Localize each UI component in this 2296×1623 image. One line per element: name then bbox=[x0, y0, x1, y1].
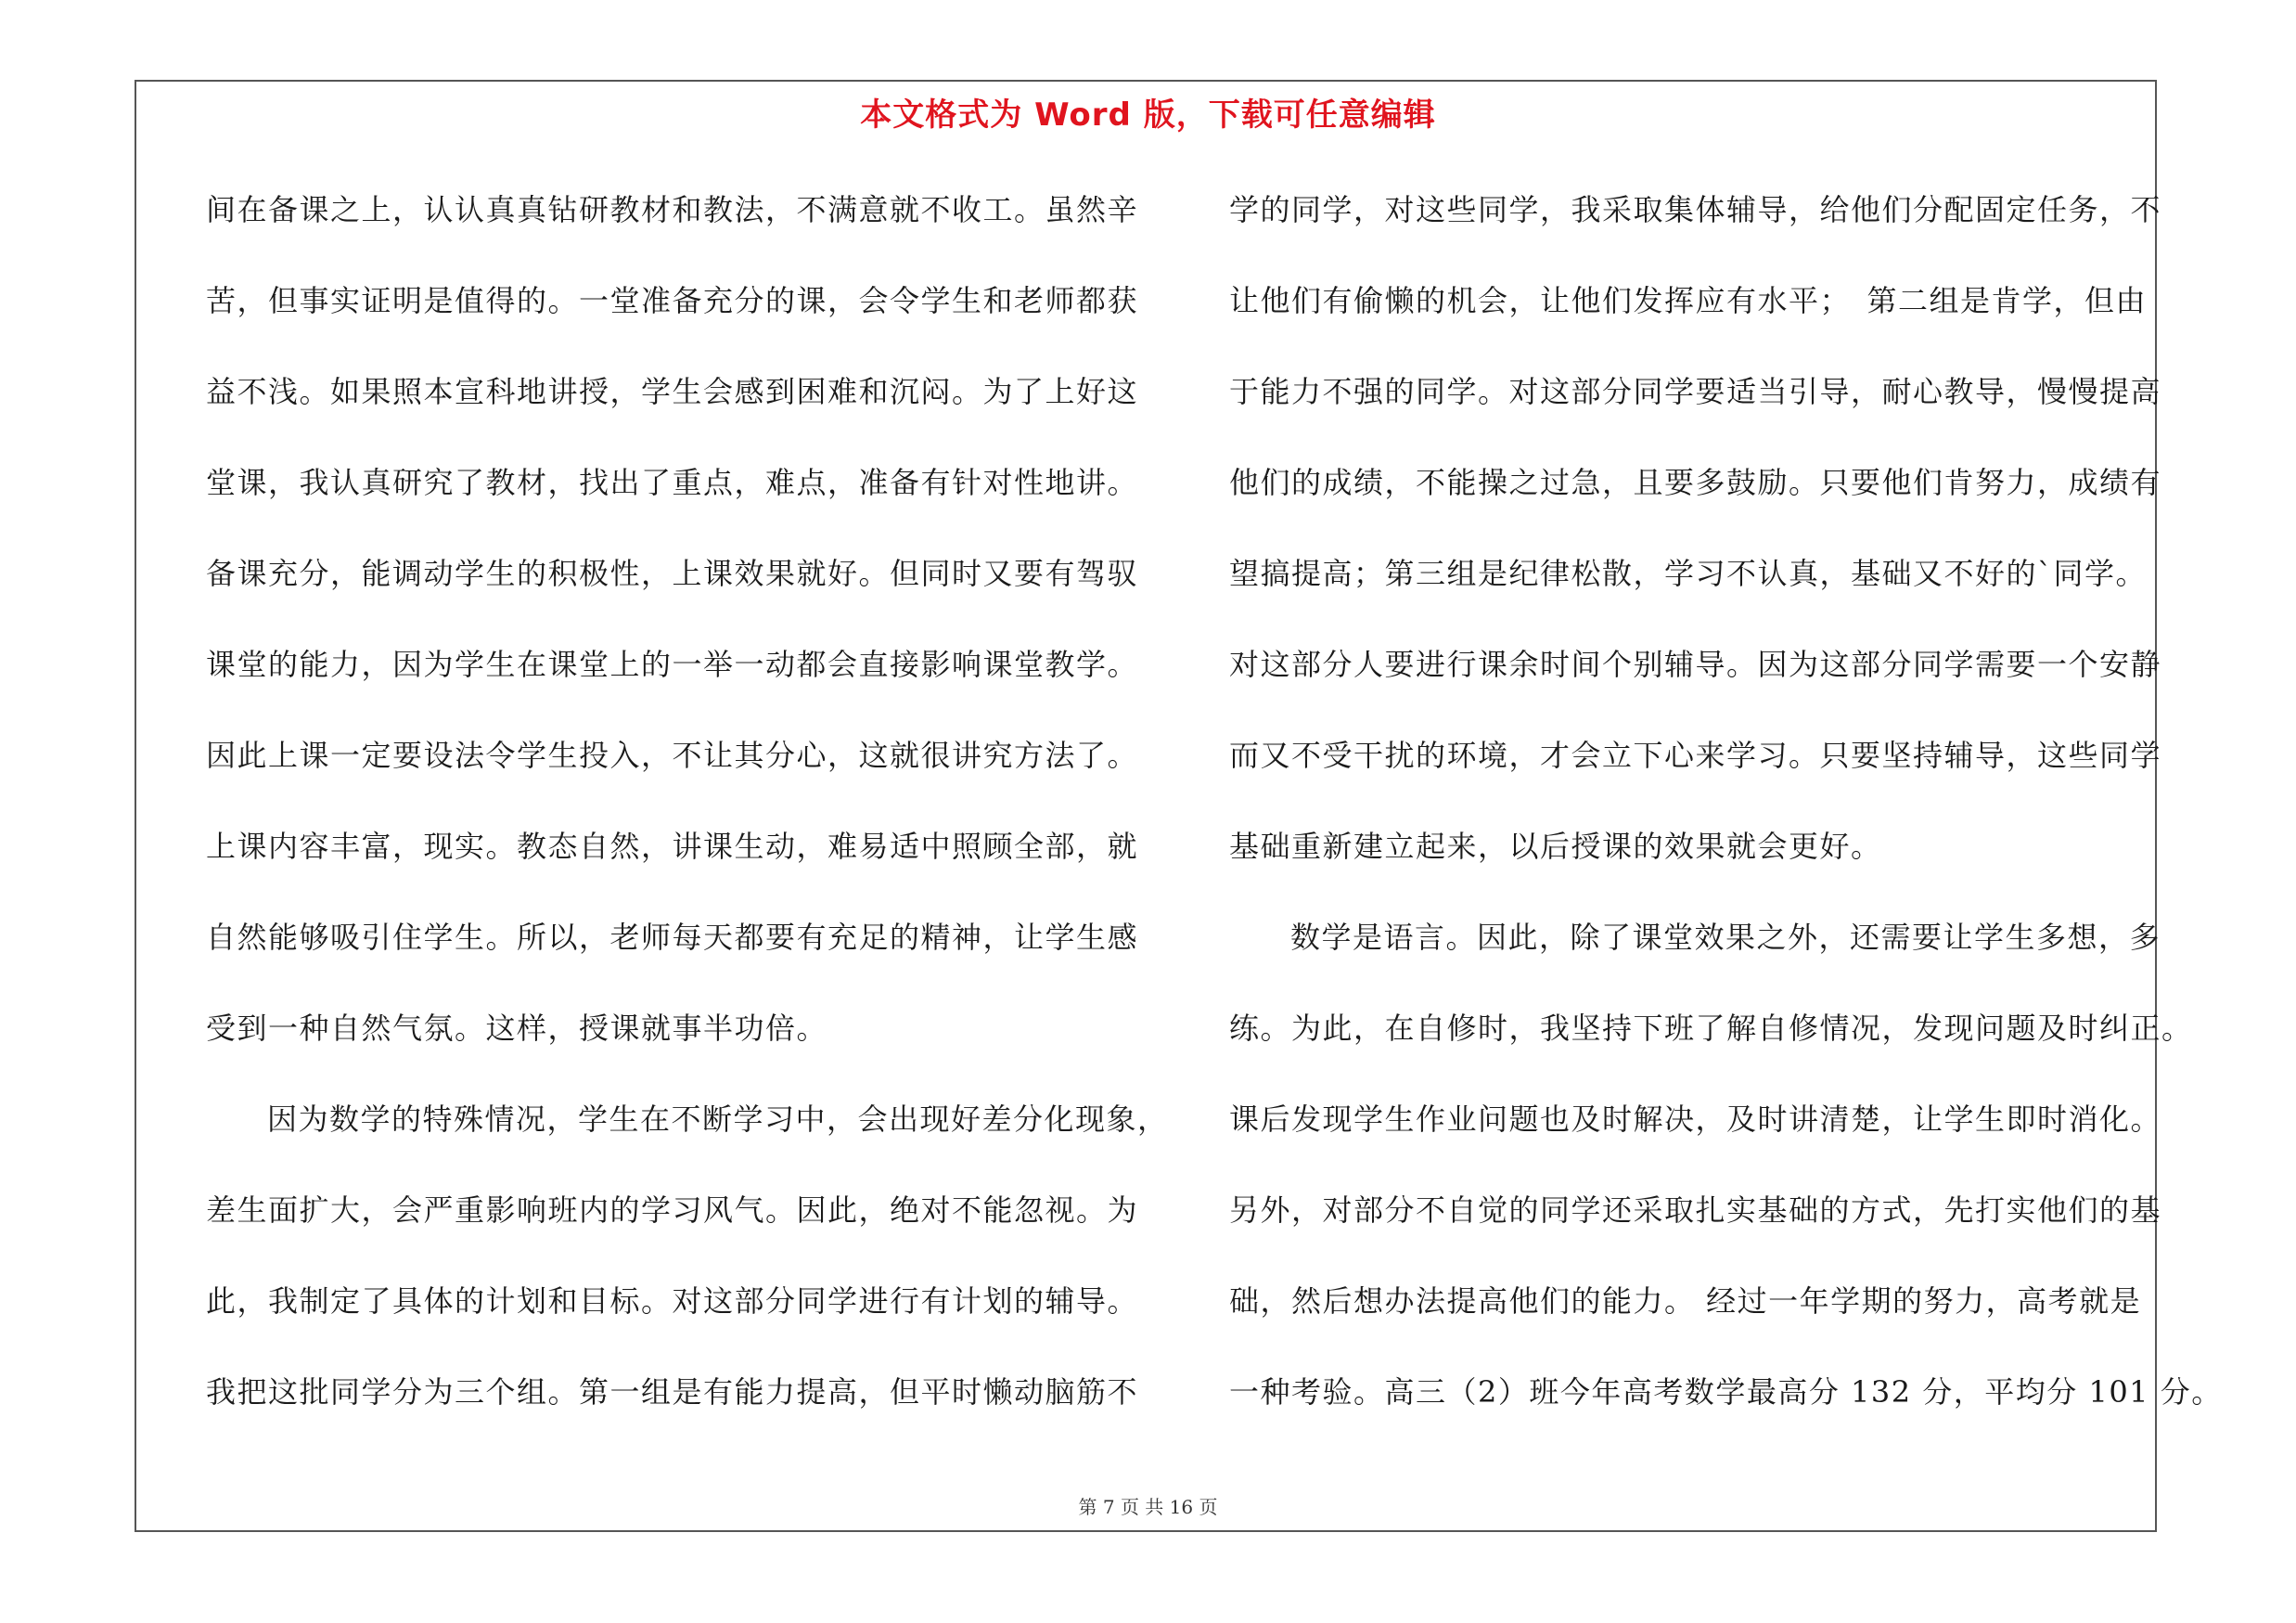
text-line: 差生面扩大，会严重影响班内的学习风气。因此，绝对不能忽视。为 bbox=[206, 1192, 1139, 1228]
text-line: 因此上课一定要设法令学生投入，不让其分心，这就很讲究方法了。 bbox=[206, 738, 1139, 773]
text-line: 基础重新建立起来，以后授课的效果就会更好。 bbox=[1229, 829, 1882, 864]
text-line: 我把这批同学分为三个组。第一组是有能力提高，但平时懒动脑筋不 bbox=[206, 1374, 1139, 1410]
text-line: 上课内容丰富，现实。教态自然，讲课生动，难易适中照顾全部，就 bbox=[206, 829, 1139, 864]
text-line: 练。为此，在自修时，我坚持下班了解自修情况，发现问题及时纠正。 bbox=[1229, 1011, 2193, 1046]
text-line: 课后发现学生作业问题也及时解决，及时讲清楚，让学生即时消化。 bbox=[1229, 1101, 2162, 1137]
text-line: 受到一种自然气氛。这样，授课就事半功倍。 bbox=[206, 1011, 828, 1046]
right-text-column bbox=[1229, 182, 2223, 1455]
left-text-column bbox=[206, 182, 1169, 1455]
text-line: 益不浅。如果照本宣科地讲授，学生会感到困难和沉闷。为了上好这 bbox=[206, 374, 1139, 409]
text-line: 数学是语言。因此，除了课堂效果之外，还需要让学生多想，多 bbox=[1290, 920, 2161, 955]
header-banner: 本文格式为 Word 版，下载可任意编辑 bbox=[860, 97, 1436, 134]
text-line: 备课充分，能调动学生的积极性，上课效果就好。但同时又要有驾驭 bbox=[206, 556, 1139, 591]
text-line: 而又不受干扰的环境，才会立下心来学习。只要坚持辅导，这些同学 bbox=[1229, 738, 2162, 773]
text-line: 苦，但事实证明是值得的。一堂准备充分的课，会令学生和老师都获 bbox=[206, 283, 1139, 318]
page-number-footer: 第 7 页 共 16 页 bbox=[1078, 1496, 1218, 1518]
text-line: 学的同学，对这些同学，我采取集体辅导，给他们分配固定任务，不 bbox=[1229, 192, 2162, 227]
text-line: 一种考验。高三（2）班今年高考数学最高分 132 分，平均分 101 分。 bbox=[1229, 1374, 2223, 1410]
text-line: 他们的成绩，不能操之过急，且要多鼓励。只要他们肯努力，成绩有 bbox=[1229, 465, 2162, 500]
text-line: 堂课，我认真研究了教材，找出了重点，难点，准备有针对性地讲。 bbox=[206, 465, 1139, 500]
text-line: 此，我制定了具体的计划和目标。对这部分同学进行有计划的辅导。 bbox=[206, 1283, 1139, 1319]
text-line: 课堂的能力，因为学生在课堂上的一举一动都会直接影响课堂教学。 bbox=[206, 647, 1139, 682]
text-line: 础，然后想办法提高他们的能力。 经过一年学期的努力，高考就是 bbox=[1229, 1283, 2142, 1319]
text-line: 间在备课之上，认认真真钻研教材和教法，不满意就不收工。虽然辛 bbox=[206, 192, 1139, 227]
text-line: 于能力不强的同学。对这部分同学要适当引导，耐心教导，慢慢提高 bbox=[1229, 374, 2162, 409]
text-line: 因为数学的特殊情况，学生在不断学习中，会出现好差分化现象， bbox=[267, 1101, 1169, 1137]
text-line: 望搞提高；第三组是纪律松散，学习不认真，基础又不好的`同学。 bbox=[1229, 556, 2148, 591]
text-line: 自然能够吸引住学生。所以，老师每天都要有充足的精神，让学生感 bbox=[206, 920, 1139, 955]
text-line: 让他们有偷懒的机会，让他们发挥应有水平； 第二组是肯学，但由 bbox=[1229, 283, 2148, 318]
text-line: 对这部分人要进行课余时间个别辅导。因为这部分同学需要一个安静 bbox=[1229, 647, 2162, 682]
text-line: 另外，对部分不自觉的同学还采取扎实基础的方式，先打实他们的基 bbox=[1229, 1192, 2162, 1228]
